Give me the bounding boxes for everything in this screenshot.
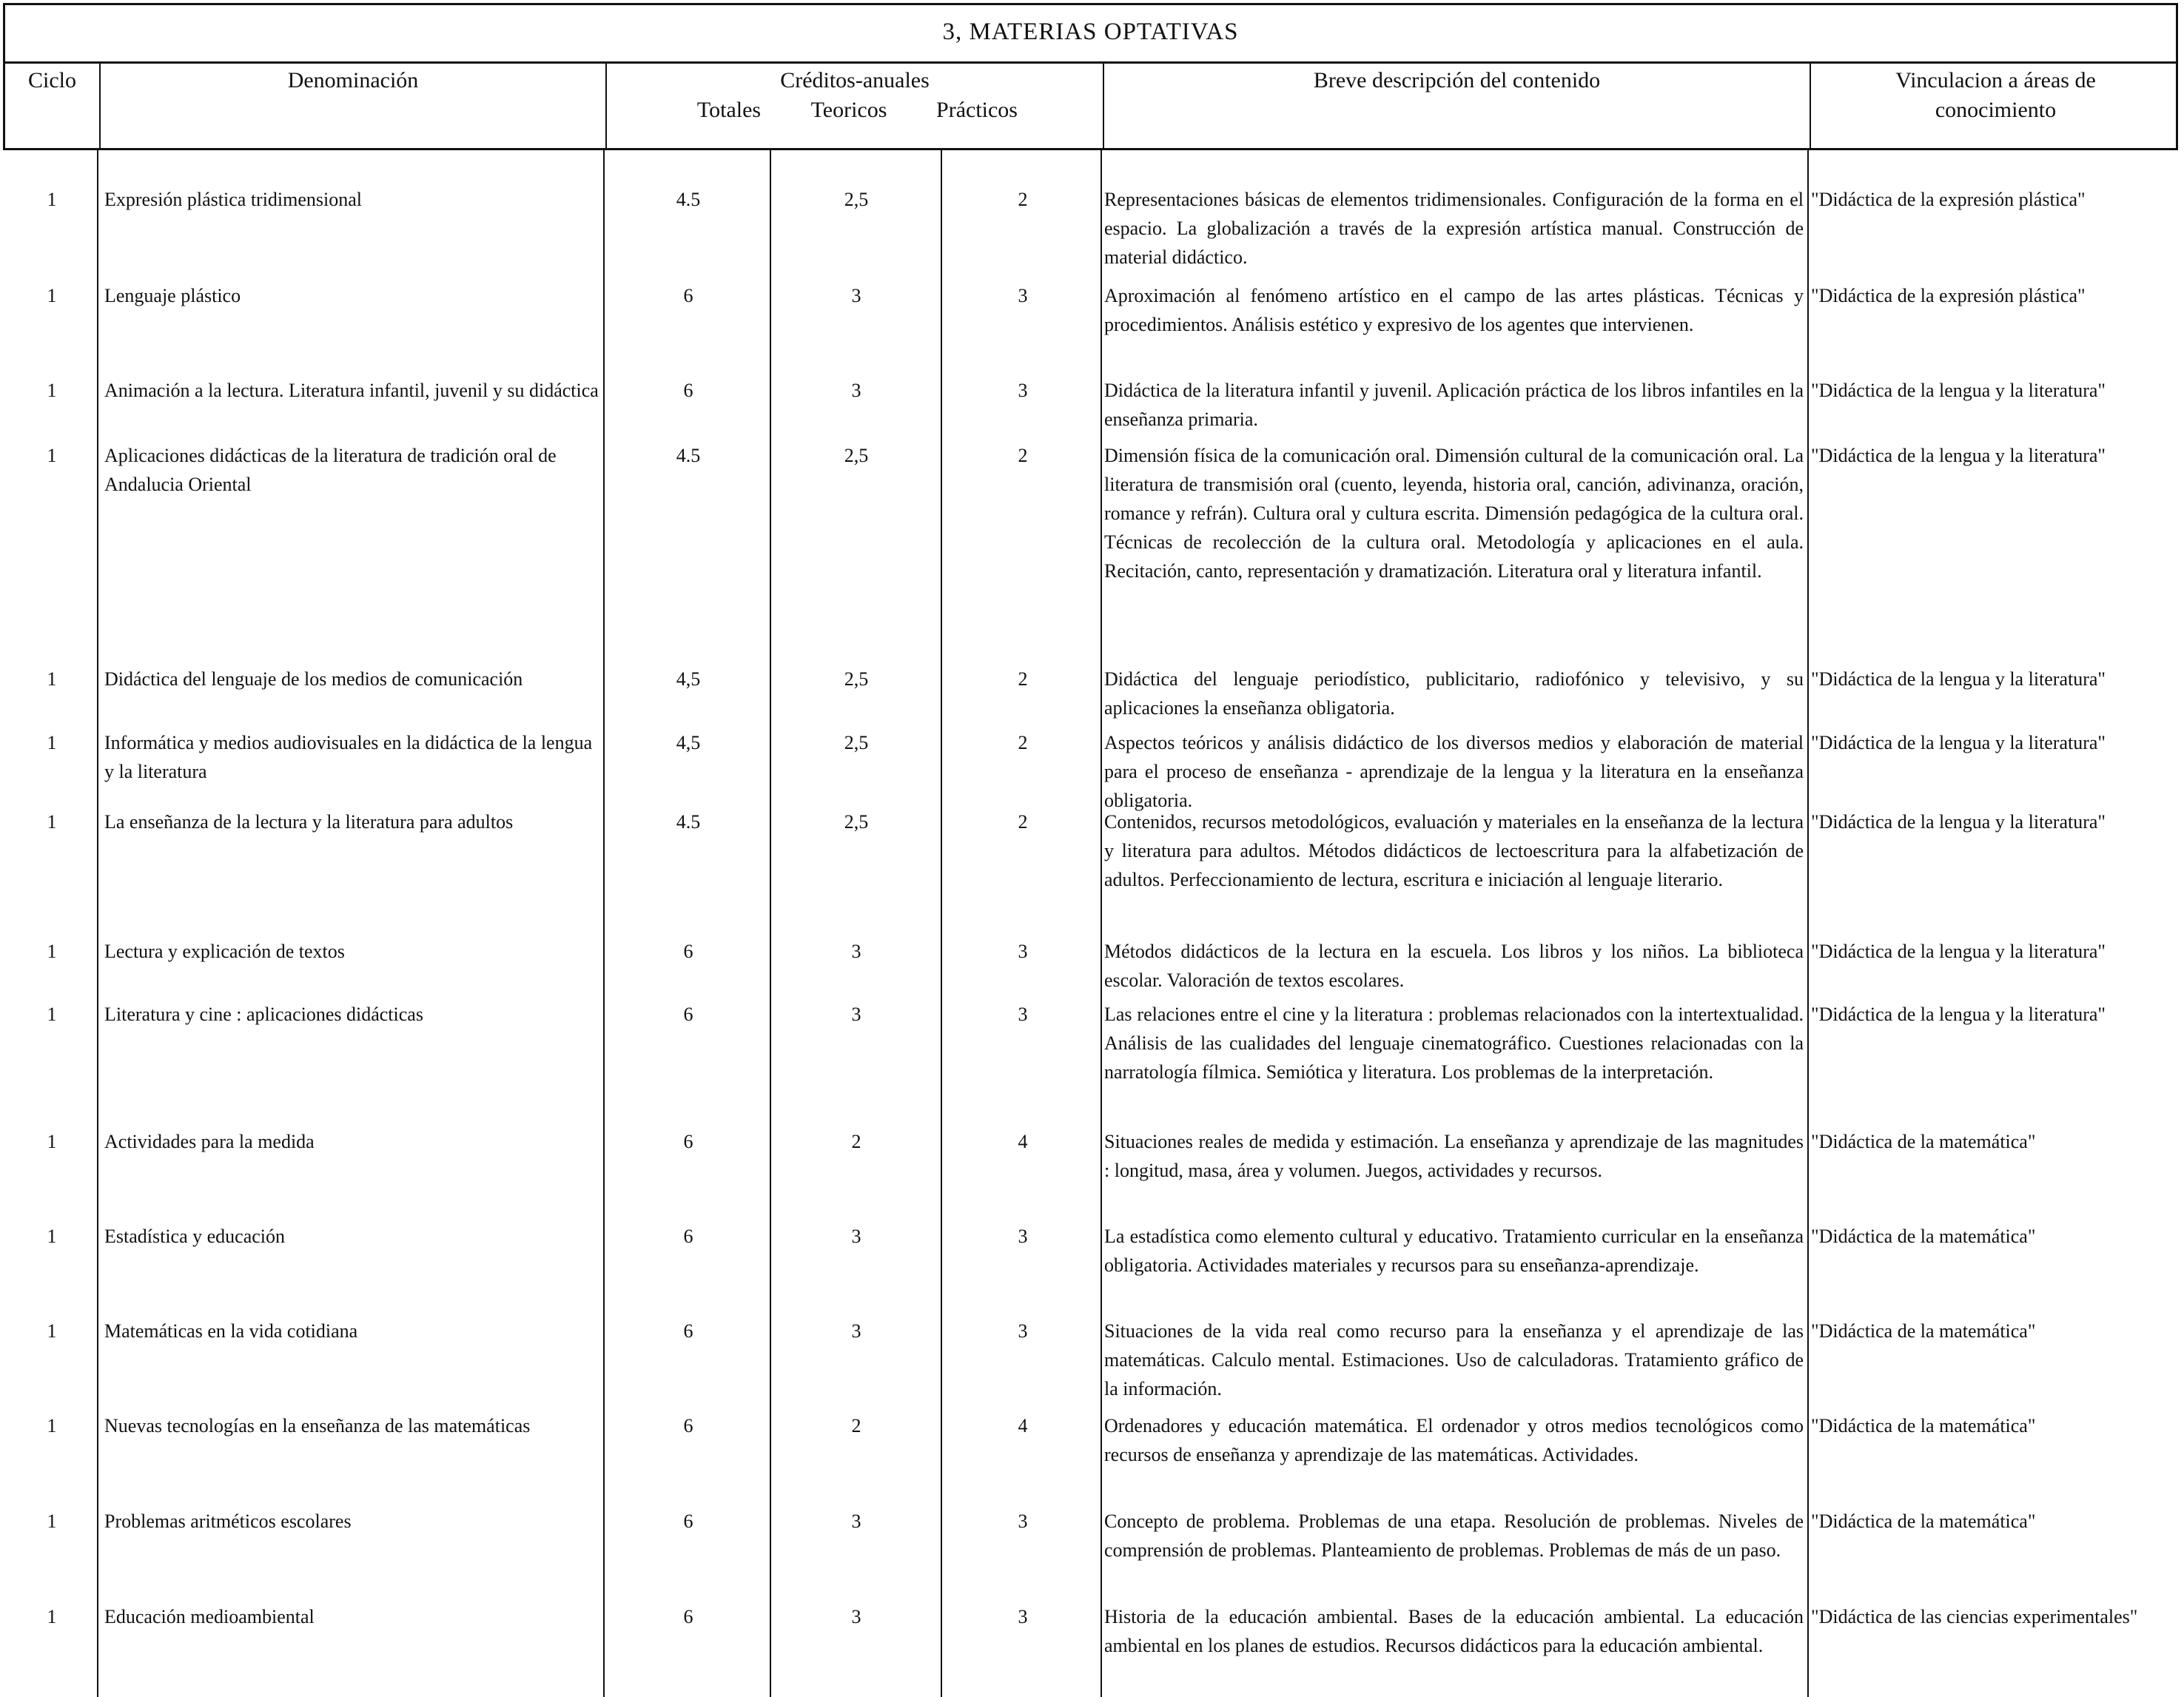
cell-denominacion: Lectura y explicación de textos — [104, 941, 345, 962]
column-rule — [1807, 150, 1809, 1697]
cell-practicos: 3 — [1018, 1606, 1028, 1627]
cell-practicos: 2 — [1018, 811, 1028, 833]
cell-practicos: 3 — [1018, 1226, 1028, 1247]
header-vinculacion-line1: Vinculacion a áreas de — [1895, 68, 2096, 93]
cell-denominacion: Informática y medios audiovisuales en la didáctica de la lengua y la literatura — [104, 732, 593, 782]
cell-teoricos: 3 — [851, 1004, 861, 1025]
cell-descripcion: Ordenadores y educación matemática. El ordenador y otros medios tecnológicos como recursos de enseñanza y aprendizaje de las matemáticas. Actividades. — [1104, 1415, 1804, 1465]
title-box — [3, 3, 2178, 64]
cell-ciclo: 1 — [47, 189, 57, 210]
cell-ciclo: 1 — [47, 1606, 57, 1627]
cell-ciclo: 1 — [47, 1320, 57, 1342]
cell-practicos: 3 — [1018, 941, 1028, 962]
cell-practicos: 3 — [1018, 285, 1028, 306]
cell-totales: 6 — [683, 380, 693, 401]
cell-descripcion: La estadística como elemento cultural y educativo. Tratamiento curricular en la enseñanza obligatoria. Actividades materiales y recursos para su enseñanza-aprendizaje. — [1104, 1226, 1804, 1276]
cell-descripcion: Situaciones reales de medida y estimación. La enseñanza y aprendizaje de las magnitudes : longitud, masa, área y volumen. Juegos, actividades y recursos. — [1104, 1131, 1804, 1181]
cell-totales: 6 — [683, 1004, 693, 1025]
cell-vinculacion: "Didáctica de la expresión plástica" — [1811, 285, 2086, 306]
cell-practicos: 3 — [1018, 1320, 1028, 1342]
cell-descripcion: Las relaciones entre el cine y la literatura : problemas relacionados con la intertextualidad. Análisis de las cualidades del lenguaje cinematográfico. Cuestiones relacionadas con la narratología fílmica. Semiótica y literatura. Los problemas de la interpretación. — [1104, 1004, 1804, 1083]
cell-practicos: 2 — [1018, 732, 1028, 753]
header-descripcion: Breve descripción del contenido — [1313, 68, 1601, 93]
cell-vinculacion: "Didáctica de la lengua y la literatura" — [1811, 668, 2106, 690]
cell-denominacion: Nuevas tecnologías en la enseñanza de las matemáticas — [104, 1415, 531, 1436]
cell-totales: 4.5 — [676, 189, 701, 210]
cell-vinculacion: "Didáctica de la expresión plástica" — [1811, 189, 2086, 210]
cell-vinculacion: "Didáctica de la lengua y la literatura" — [1811, 445, 2106, 466]
cell-totales: 6 — [683, 941, 693, 962]
cell-teoricos: 3 — [851, 1511, 861, 1532]
column-rule — [941, 150, 942, 1697]
cell-ciclo: 1 — [47, 1004, 57, 1025]
cell-practicos: 2 — [1018, 668, 1028, 690]
cell-ciclo: 1 — [47, 1511, 57, 1532]
cell-vinculacion: "Didáctica de la lengua y la literatura" — [1811, 732, 2106, 753]
table-header — [3, 64, 2178, 150]
cell-vinculacion: "Didáctica de la matemática" — [1811, 1226, 2036, 1247]
cell-teoricos: 3 — [851, 1606, 861, 1627]
cell-totales: 4,5 — [676, 732, 701, 753]
cell-denominacion: Aplicaciones didácticas de la literatura de tradición oral de Andalucia Oriental — [104, 445, 557, 495]
column-rule — [603, 150, 605, 1697]
header-vinculacion-line2: conocimiento — [1935, 98, 2057, 122]
cell-ciclo: 1 — [47, 941, 57, 962]
cell-teoricos: 2 — [851, 1131, 861, 1152]
cell-denominacion: Actividades para la medida — [104, 1131, 315, 1152]
cell-denominacion: Animación a la lectura. Literatura infantil, juvenil y su didáctica — [104, 380, 599, 401]
cell-practicos: 4 — [1018, 1415, 1028, 1436]
cell-ciclo: 1 — [47, 445, 57, 466]
cell-vinculacion: "Didáctica de la lengua y la literatura" — [1811, 811, 2106, 833]
cell-vinculacion: "Didáctica de la matemática" — [1811, 1511, 2036, 1532]
cell-vinculacion: "Didáctica de la lengua y la literatura" — [1811, 380, 2106, 401]
cell-ciclo: 1 — [47, 1131, 57, 1152]
cell-denominacion: Matemáticas en la vida cotidiana — [104, 1320, 358, 1342]
cell-ciclo: 1 — [47, 811, 57, 833]
page-title: 3, MATERIAS OPTATIVAS — [942, 19, 1239, 45]
cell-denominacion: Didáctica del lenguaje de los medios de comunicación — [104, 668, 523, 690]
cell-descripcion: Aspectos teóricos y análisis didáctico de los diversos medios y elaboración de material para el proceso de enseñanza - aprendizaje de la lengua y la literatura en la enseñanza obligatoria. — [1104, 732, 1804, 811]
cell-vinculacion: "Didáctica de la matemática" — [1811, 1415, 2036, 1436]
cell-ciclo: 1 — [47, 668, 57, 690]
cell-descripcion: Dimensión física de la comunicación oral. Dimensión cultural de la comunicación oral. La literatura de transmisión oral (cuento, leyenda, historia oral, canción, adivinanza, oración, romance y refrán). Cultura oral y cultura escrita. Dimensión pedagógica de la cultura oral. Técnicas de recolección de la cultura oral. Metodología y aplicaciones en el aula. Recitación, canto, representación y dramatización. Literatura oral y literatura infantil. — [1104, 445, 1804, 582]
cell-practicos: 3 — [1018, 380, 1028, 401]
cell-vinculacion: "Didáctica de las ciencias experimentales" — [1811, 1606, 2138, 1627]
cell-vinculacion: "Didáctica de la matemática" — [1811, 1131, 2036, 1152]
cell-denominacion: Problemas aritméticos escolares — [104, 1511, 352, 1532]
cell-teoricos: 2,5 — [844, 445, 869, 466]
cell-denominacion: Literatura y cine : aplicaciones didácticas — [104, 1004, 423, 1025]
cell-descripcion: Didáctica de la literatura infantil y juvenil. Aplicación práctica de los libros infantiles en la enseñanza primaria. — [1104, 380, 1804, 430]
cell-teoricos: 2,5 — [844, 732, 869, 753]
cell-descripcion: Contenidos, recursos metodológicos, evaluación y materiales en la enseñanza de la lectura y literatura para adultos. Métodos didácticos de lectoescritura para la alfabetización de adultos. Perfeccionamiento de lectura, escritura e iniciación al lenguaje literario. — [1104, 811, 1804, 890]
cell-teoricos: 3 — [851, 1320, 861, 1342]
cell-ciclo: 1 — [47, 380, 57, 401]
cell-totales: 4,5 — [676, 668, 701, 690]
cell-descripcion: Situaciones de la vida real como recurso para la enseñanza y el aprendizaje de las matemáticas. Calculo mental. Estimaciones. Uso de calculadoras. Tratamiento gráfico de la información. — [1104, 1320, 1804, 1399]
column-rule — [770, 150, 771, 1697]
cell-totales: 6 — [683, 1511, 693, 1532]
header-denominacion: Denominación — [287, 68, 419, 93]
cell-totales: 6 — [683, 1606, 693, 1627]
cell-teoricos: 2,5 — [844, 189, 869, 210]
cell-vinculacion: "Didáctica de la lengua y la literatura" — [1811, 1004, 2106, 1025]
cell-ciclo: 1 — [47, 285, 57, 306]
cell-teoricos: 3 — [851, 285, 861, 306]
header-creditos: Créditos-anuales — [780, 68, 930, 93]
cell-denominacion: La enseñanza de la lectura y la literatura para adultos — [104, 811, 514, 833]
cell-practicos: 2 — [1018, 445, 1028, 466]
cell-ciclo: 1 — [47, 1415, 57, 1436]
cell-teoricos: 3 — [851, 1226, 861, 1247]
cell-totales: 6 — [683, 1415, 693, 1436]
header-ciclo: Ciclo — [28, 68, 76, 93]
cell-teoricos: 2 — [851, 1415, 861, 1436]
cell-teoricos: 3 — [851, 941, 861, 962]
cell-practicos: 2 — [1018, 189, 1028, 210]
header-totales: Totales — [696, 98, 762, 122]
cell-descripcion: Aproximación al fenómeno artístico en el campo de las artes plásticas. Técnicas y procedimientos. Análisis estético y expresivo de los agentes que intervienen. — [1104, 285, 1804, 335]
cell-denominacion: Expresión plástica tridimensional — [104, 189, 363, 210]
cell-teoricos: 2,5 — [844, 811, 869, 833]
cell-practicos: 3 — [1018, 1004, 1028, 1025]
cell-denominacion: Educación medioambiental — [104, 1606, 315, 1627]
header-practicos: Prácticos — [936, 98, 1018, 122]
cell-vinculacion: "Didáctica de la lengua y la literatura" — [1811, 941, 2106, 962]
cell-totales: 6 — [683, 285, 693, 306]
cell-descripcion: Métodos didácticos de la lectura en la escuela. Los libros y los niños. La biblioteca escolar. Valoración de textos escolares. — [1104, 941, 1804, 991]
cell-totales: 4.5 — [676, 445, 701, 466]
cell-denominacion: Estadística y educación — [104, 1226, 286, 1247]
cell-denominacion: Lenguaje plástico — [104, 285, 241, 306]
column-rule — [97, 150, 98, 1697]
cell-descripcion: Representaciones básicas de elementos tridimensionales. Configuración de la forma en el espacio. La globalización a través de la expresión artística manual. Construcción de material didáctico. — [1104, 189, 1804, 268]
cell-descripcion: Historia de la educación ambiental. Bases de la educación ambiental. La educación ambiental en los planes de estudios. Recursos didácticos para la educación ambiental. — [1104, 1606, 1804, 1656]
header-teoricos: Teoricos — [810, 98, 887, 122]
cell-teoricos: 2,5 — [844, 668, 869, 690]
cell-practicos: 3 — [1018, 1511, 1028, 1532]
cell-teoricos: 3 — [851, 380, 861, 401]
cell-totales: 4.5 — [676, 811, 701, 833]
cell-totales: 6 — [683, 1131, 693, 1152]
cell-totales: 6 — [683, 1320, 693, 1342]
cell-ciclo: 1 — [47, 732, 57, 753]
cell-descripcion: Concepto de problema. Problemas de una etapa. Resolución de problemas. Niveles de comprensión de problemas. Planteamiento de problemas. Problemas de más de un paso. — [1104, 1511, 1804, 1561]
cell-practicos: 4 — [1018, 1131, 1028, 1152]
cell-descripcion: Didáctica del lenguaje periodístico, publicitario, radiofónico y televisivo, y su aplicaciones la enseñanza obligatoria. — [1104, 668, 1804, 719]
column-rule — [1101, 150, 1102, 1697]
cell-ciclo: 1 — [47, 1226, 57, 1247]
cell-totales: 6 — [683, 1226, 693, 1247]
cell-vinculacion: "Didáctica de la matemática" — [1811, 1320, 2036, 1342]
